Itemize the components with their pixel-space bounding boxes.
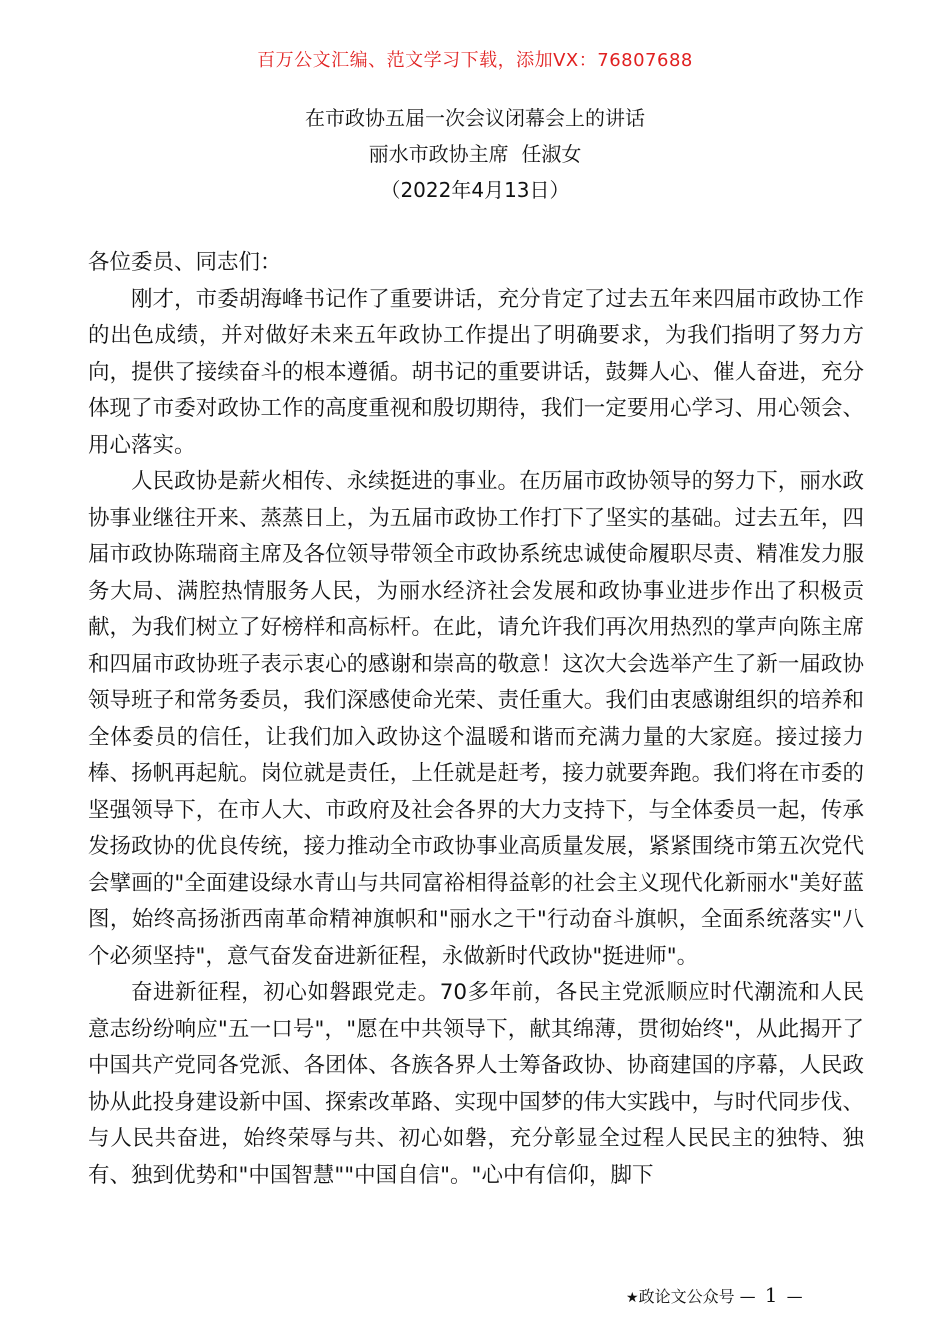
body-text — [88, 245, 864, 1194]
star-icon: ★ — [626, 1290, 639, 1306]
speech-date: （2022年4月13日） — [380, 178, 570, 202]
header-banner: 百万公文汇编、范文学习下载，添加VX：76807688 — [257, 50, 693, 71]
paragraph: 奋进新征程，初心如磐跟党走。70多年前，各民主党派顺应时代潮流和人民意志纷纷响应"五一口号"，"愿在中共领导下，献其绵薄，贯彻始终"，从此揭开了中国共产党同各党派、各团体、各族各界人士筹备政协、协商建国的序幕，人民政协从此投身建设新中国、探索改革路、实现中国梦的伟大实践中，与时代同步伐、与人民共奋进，始终荣辱与共、初心如磐，充分彰显全过程人民民主的独特、独有、独到优势和"中国智慧""中国自信"。"心中有信仰，脚下 — [88, 980, 864, 1188]
paragraph: 人民政协是薪火相传、永续挺进的事业。在历届市政协领导的努力下，丽水政协事业继往开来、蒸蒸日上，为五届市政协工作打下了坚实的基础。过去五年，四届市政协陈瑞商主席及各位领导带领全市政协系统忠诚使命履职尽责、精准发力服务大局、满腔热情服务人民，为丽水经济社会发展和政协事业进步作出了积极贡献，为我们树立了好榜样和高标杆。在此，请允许我们再次用热烈的掌声向陈主席和四届市政协班子表示衷心的感谢和崇高的敬意！这次大会选举产生了新一届政协领导班子和常务委员，我们深感使命光荣、责任重大。我们由衷感谢组织的培养和全体委员的信任，让我们加入政协这个温暖和谐而充满力量的大家庭。接过接力棒、扬帆再起航。岗位就是责任，上任就是赶考，接力就要奔跑。我们将在市委的坚强领导下，在市人大、市政府及社会各界的大力支持下，与全体委员一起，传承发扬政协的优良传统，接力推动全市政协事业高质量发展，紧紧围绕市第五次党代会擘画的"全面建设绿水青山与共同富裕相得益彰的社会主义现代化新丽水"美好蓝图，始终高扬浙西南革命精神旗帜和"丽水之干"行动奋斗旗帜，全面系统落实"八个必须坚持"，意气奋发奋进新征程，永做新时代政协"挺进师"。 — [88, 469, 864, 969]
paragraph: 刚才，市委胡海峰书记作了重要讲话，充分肯定了过去五年来四届市政协工作的出色成绩，并对做好未来五年政协工作提出了明确要求，为我们指明了努力方向，提供了接续奋斗的根本遵循。胡书记的重要讲话，鼓舞人心、催人奋进，充分体现了市委对政协工作的高度重视和殷切期待，我们一定要用心学习、用心领会、用心落实。 — [88, 286, 864, 458]
speech-title: 在市政协五届一次会议闭幕会上的讲话 — [305, 106, 645, 130]
page-dash-right: — — [786, 1287, 803, 1306]
page-dash-left: — — [739, 1287, 756, 1306]
page-footer — [626, 1283, 866, 1307]
footer-source: 政论文公众号 — [638, 1287, 735, 1306]
speaker-line: 丽水市政协主席 任淑女 — [368, 142, 582, 166]
title-block — [0, 100, 950, 208]
salutation: 各位委员、同志们： — [88, 250, 282, 275]
page-number: 1 — [764, 1283, 778, 1307]
